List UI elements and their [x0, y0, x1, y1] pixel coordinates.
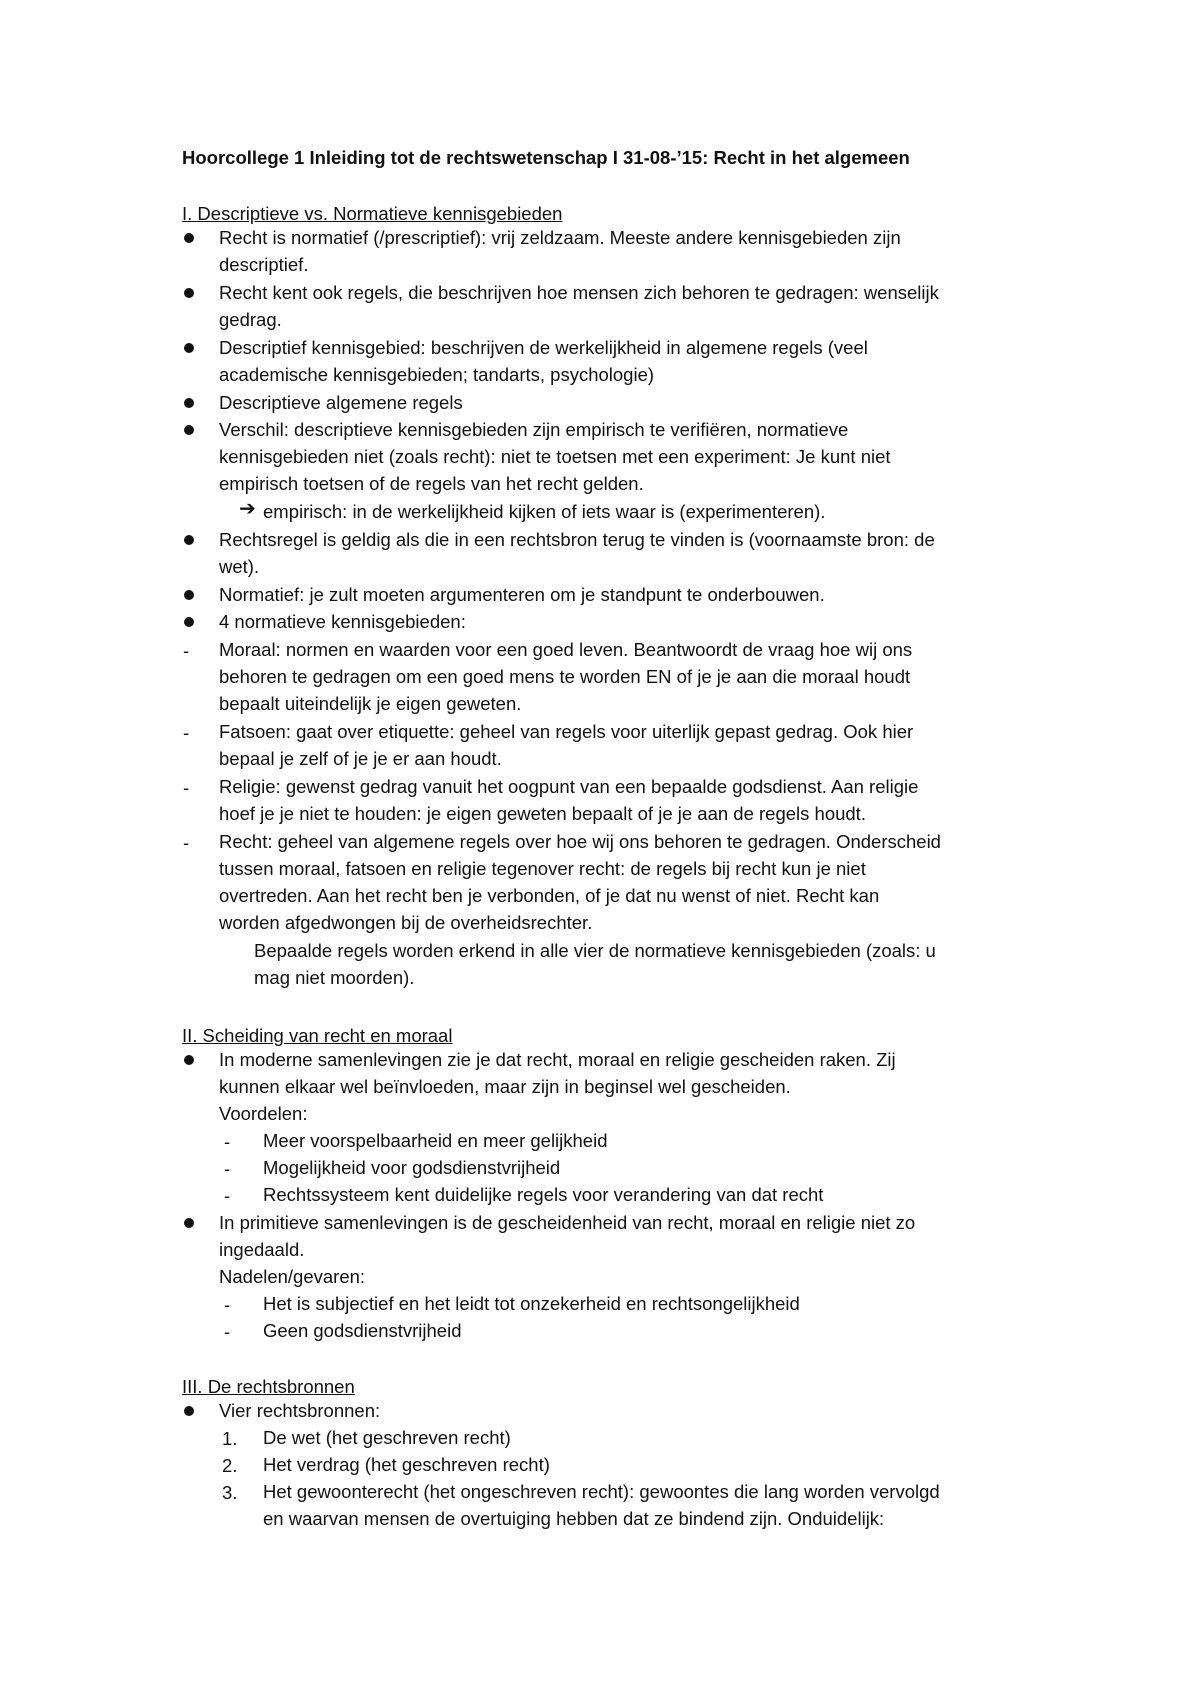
- bullet-point: [184, 617, 194, 627]
- section-heading-3: III. De rechtsbronnen: [182, 1376, 355, 1397]
- text-line: empirisch toetsen of de regels van het recht gelden.: [219, 473, 644, 494]
- text-line: Meer voorspelbaarheid en meer gelijkheid: [263, 1130, 608, 1151]
- section-heading-1: I. Descriptieve vs. Normatieve kennisgebieden: [182, 203, 563, 224]
- text-line: Fatsoen: gaat over etiquette: geheel van regels voor uiterlijk gepast gedrag. Ook hier: [219, 721, 914, 742]
- text-line: hoef je je niet te houden: je eigen geweten bepaalt of je je aan de regels houdt.: [219, 803, 866, 824]
- text-line: Recht: geheel van algemene regels over hoe wij ons behoren te gedragen. Onderscheid: [219, 831, 941, 852]
- bullet-point: [184, 1218, 194, 1228]
- text-line: Moraal: normen en waarden voor een goed leven. Beantwoordt de vraag hoe wij ons: [219, 639, 913, 660]
- text-line: wet).: [219, 556, 260, 577]
- section-heading-2: II. Scheiding van recht en moraal: [182, 1025, 453, 1046]
- text-line: Verschil: descriptieve kennisgebieden zijn empirisch te verifiëren, normatieve: [219, 419, 849, 440]
- text-line: Nadelen/gevaren:: [219, 1266, 366, 1287]
- text-line: 4 normatieve kennisgebieden:: [219, 611, 466, 632]
- bullet-point: [184, 1406, 194, 1416]
- dash-marker: -: [224, 1185, 231, 1206]
- text-line: tussen moraal, fatsoen en religie tegenover recht: de regels bij recht kun je niet: [219, 858, 866, 879]
- dash-marker: -: [224, 1321, 231, 1342]
- text-line: Recht kent ook regels, die beschrijven hoe mensen zich behoren te gedragen: wenselijk: [219, 282, 939, 303]
- text-line: kennisgebieden niet (zoals recht): niet te toetsen met een experiment: Je kunt niet: [219, 446, 891, 467]
- text-line: Normatief: je zult moeten argumenteren om je standpunt te onderbouwen.: [219, 584, 825, 605]
- text-line: Rechtssysteem kent duidelijke regels voor verandering van dat recht: [263, 1184, 824, 1205]
- dash-marker: -: [183, 722, 190, 743]
- text-line: overtreden. Aan het recht ben je verbonden, of je dat nu wenst of niet. Recht kan: [219, 885, 880, 906]
- text-line: Het is subjectief en het leidt tot onzekerheid en rechtsongelijkheid: [263, 1293, 800, 1314]
- text-line: Religie: gewenst gedrag vanuit het oogpunt van een bepaalde godsdienst. Aan religie: [219, 776, 919, 797]
- list-number: 1.: [222, 1428, 238, 1449]
- text-line: De wet (het geschreven recht): [263, 1427, 511, 1448]
- list-number: 3.: [222, 1482, 238, 1503]
- bullet-point: [184, 590, 194, 600]
- dash-marker: -: [183, 832, 190, 853]
- bullet-point: [184, 535, 194, 545]
- dash-marker: -: [224, 1131, 231, 1152]
- text-line: behoren te gedragen om een goed mens te worden EN of je je aan die moraal houdt: [219, 666, 911, 687]
- text-line: en waarvan mensen de overtuiging hebben dat ze bindend zijn. Onduidelijk:: [263, 1508, 885, 1529]
- text-line: bepaalt uiteindelijk je eigen geweten.: [219, 693, 522, 714]
- bullet-point: [184, 288, 194, 298]
- text-line: worden afgedwongen bij de overheidsrechter.: [219, 912, 593, 933]
- text-line: In moderne samenlevingen zie je dat recht, moraal en religie gescheiden raken. Zij: [219, 1049, 896, 1070]
- text-line: Rechtsregel is geldig als die in een rechtsbron terug te vinden is (voornaamste bron: de: [219, 529, 935, 550]
- text-line: In primitieve samenlevingen is de gescheidenheid van recht, moraal en religie niet zo: [219, 1212, 916, 1233]
- text-line: Voordelen:: [219, 1103, 308, 1124]
- arrow-icon: ➔: [239, 498, 256, 520]
- bullet-point: [184, 398, 194, 408]
- text-line: ingedaald.: [219, 1239, 305, 1260]
- text-line: Geen godsdienstvrijheid: [263, 1320, 462, 1341]
- text-line: gedrag.: [219, 309, 282, 330]
- dash-marker: -: [224, 1158, 231, 1179]
- bullet-point: [184, 425, 194, 435]
- text-line: Descriptieve algemene regels: [219, 392, 463, 413]
- text-line: Recht is normatief (/prescriptief): vrij zeldzaam. Meeste andere kennisgebieden zijn: [219, 227, 901, 248]
- text-line: Descriptief kennisgebied: beschrijven de werkelijkheid in algemene regels (veel: [219, 337, 868, 358]
- bullet-point: [184, 343, 194, 353]
- list-number: 2.: [222, 1455, 238, 1476]
- bullet-point: [184, 1055, 194, 1065]
- text-line: Bepaalde regels worden erkend in alle vier de normatieve kennisgebieden (zoals: u: [254, 940, 936, 961]
- bullet-point: [184, 233, 194, 243]
- text-line: kunnen elkaar wel beïnvloeden, maar zijn in beginsel wel gescheiden.: [219, 1076, 791, 1097]
- dash-marker: -: [224, 1294, 231, 1315]
- text-line: Het verdrag (het geschreven recht): [263, 1454, 550, 1475]
- text-line: Het gewoonterecht (het ongeschreven recht): gewoontes die lang worden vervolgd: [263, 1481, 940, 1502]
- dash-marker: -: [183, 777, 190, 798]
- text-line: academische kennisgebieden; tandarts, psychologie): [219, 364, 655, 385]
- dash-marker: -: [183, 640, 190, 661]
- text-line: empirisch: in de werkelijkheid kijken of iets waar is (experimenteren).: [263, 501, 826, 522]
- text-line: mag niet moorden).: [254, 967, 415, 988]
- text-line: descriptief.: [219, 254, 309, 275]
- page-title: Hoorcollege 1 Inleiding tot de rechtswetenschap I 31-08-’15: Recht in het algemeen: [182, 147, 910, 168]
- text-line: bepaal je zelf of je je er aan houdt.: [219, 748, 502, 769]
- text-line: Vier rechtsbronnen:: [219, 1400, 381, 1421]
- text-line: Mogelijkheid voor godsdienstvrijheid: [263, 1157, 561, 1178]
